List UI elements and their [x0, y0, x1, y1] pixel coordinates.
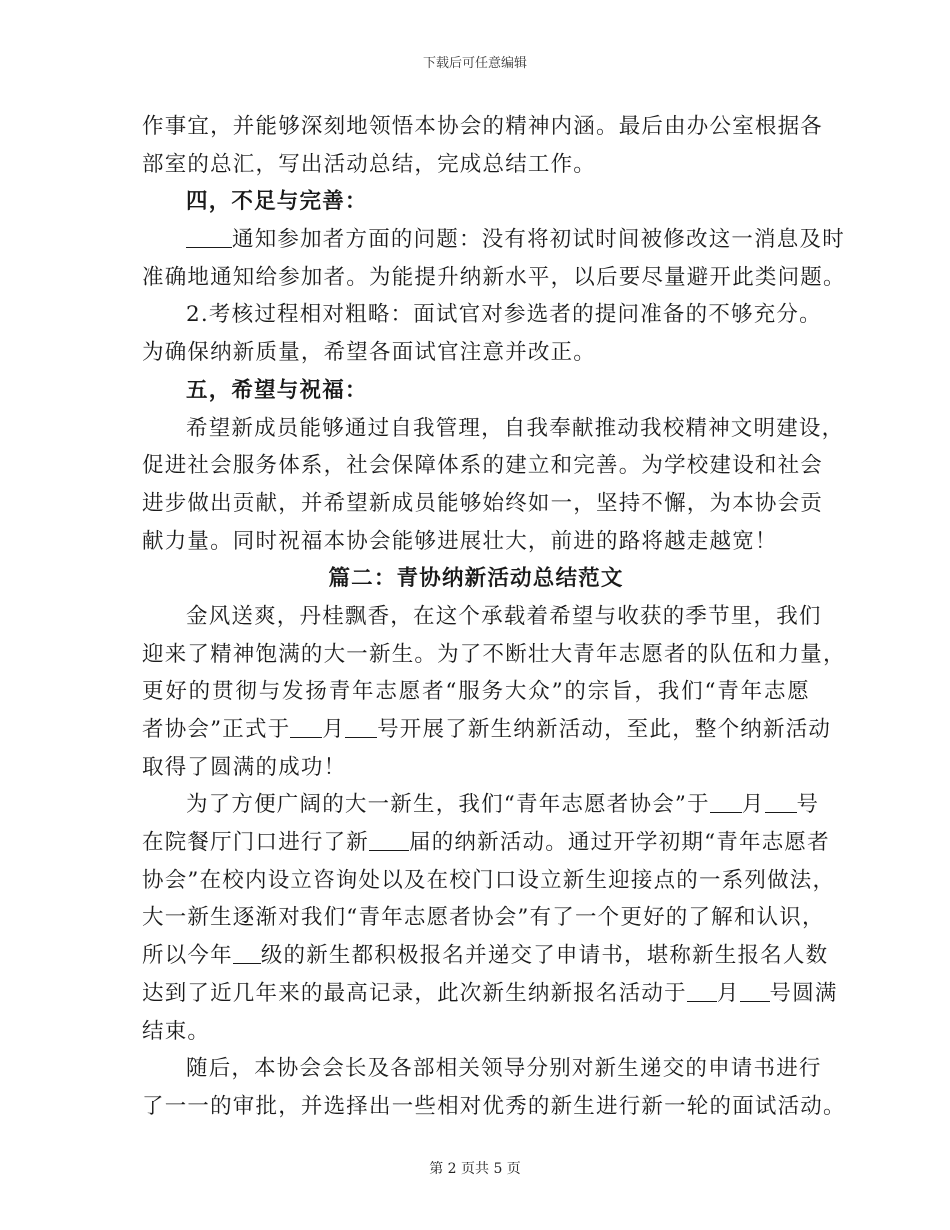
paragraph-line	[142, 221, 845, 259]
paragraph-line: 随后，本协会会长及各部相关领导分别对新生递交的申请书进行	[186, 1056, 822, 1082]
line-text: 月	[741, 792, 765, 818]
paragraph-line: 迎来了精神饱满的大一新生。为了不断壮大青年志愿者的队伍和力量，	[142, 641, 846, 667]
document-body	[142, 108, 846, 1126]
line-text: 号圆满	[769, 980, 838, 1006]
section-heading: 五，希望与祝福：	[186, 377, 368, 403]
fill-in-blank	[710, 794, 742, 813]
page-header: 下载后可任意编辑	[422, 56, 527, 71]
line-text: 为了方便广阔的大一新生，我们“青年志愿者协会”于	[186, 792, 710, 818]
line-text: 通知参加者方面的问题：没有将初试时间被修改这一消息及时	[232, 227, 845, 253]
paragraph-line: 为确保纳新质量，希望各面试官注意并改正。	[142, 340, 597, 366]
page-footer: 第 2 页共 5 页	[429, 1161, 521, 1177]
fill-in-blank	[233, 945, 261, 964]
paragraph-line: 金风送爽，丹桂飘香，在这个承载着希望与收获的季节里，我们	[186, 603, 822, 629]
line-text: 达到了近几年来的最高记录，此次新生纳新报名活动于	[142, 980, 687, 1006]
fill-in-blank	[369, 832, 409, 851]
fill-in-blank	[687, 983, 717, 1002]
paragraph-line	[142, 711, 832, 749]
paragraph-line: 了一一的审批，并选择出一些相对优秀的新生进行新一轮的面试活动。	[142, 1093, 846, 1119]
paragraph-line	[142, 975, 838, 1013]
paragraph-line: 结束。	[142, 1018, 211, 1044]
paragraph-line: 献力量。同时祝福本协会能够进展壮大，前进的路将越走越宽！	[142, 528, 778, 554]
paragraph-line: 作事宜，并能够深刻地领悟本协会的精神内涵。最后由办公室根据各	[142, 114, 824, 139]
paragraph-line: 更好的贯彻与发扬青年志愿者“服务大众”的宗旨，我们“青年志愿	[142, 679, 810, 705]
line-text: 级的新生都积极报名并递交了申请书，堪称新生报名人数	[260, 943, 829, 969]
paragraph-line	[142, 937, 829, 975]
paragraph-line: 协会”在校内设立咨询处以及在校门口设立新生迎接点的一系列做法，	[142, 867, 836, 893]
paragraph-line: 大一新生逐渐对我们“青年志愿者协会”有了一个更好的了解和认识，	[142, 905, 825, 931]
paragraph-line: 进步做出贡献，并希望新成员能够始终如一，坚持不懈，为本协会贡	[142, 490, 824, 516]
line-text: 届的纳新活动。通过开学初期“青年志愿者	[409, 830, 830, 856]
line-text: 在院餐厅门口进行了新	[142, 830, 370, 856]
line-text: 月	[322, 717, 346, 742]
line-text: 者协会”正式于	[142, 717, 291, 742]
paragraph-line: 促进社会服务体系，社会保障体系的建立和完善。为学校建设和社会	[142, 453, 824, 479]
line-text: 月	[716, 980, 740, 1006]
article-title: 篇二：青协纳新活动总结范文	[328, 566, 624, 592]
section-heading: 四，不足与完善：	[186, 189, 368, 215]
paragraph-line: 2.考核过程相对粗略：面试官对参选者的提问准备的不够充分。	[186, 302, 822, 328]
line-text: 号开展了新生纳新活动，至此，整个纳新活动	[377, 717, 832, 742]
paragraph-line: 部室的总汇，写出活动总结，完成总结工作。	[142, 151, 597, 177]
fill-in-blank	[345, 719, 377, 738]
line-text: 所以今年	[142, 943, 233, 969]
fill-in-blank	[765, 794, 797, 813]
fill-in-blank	[186, 229, 232, 248]
paragraph-line: 希望新成员能够通过自我管理，自我奉献推动我校精神文明建设，	[186, 415, 845, 441]
paragraph-line	[142, 786, 820, 824]
paragraph-line: 准确地通知给参加者。为能提升纳新水平，以后要尽量避开此类问题。	[142, 264, 846, 290]
line-text: 号	[796, 792, 820, 818]
paragraph-line	[142, 824, 830, 862]
fill-in-blank	[290, 719, 322, 738]
fill-in-blank	[740, 983, 770, 1002]
paragraph-line: 取得了圆满的成功！	[142, 754, 347, 780]
